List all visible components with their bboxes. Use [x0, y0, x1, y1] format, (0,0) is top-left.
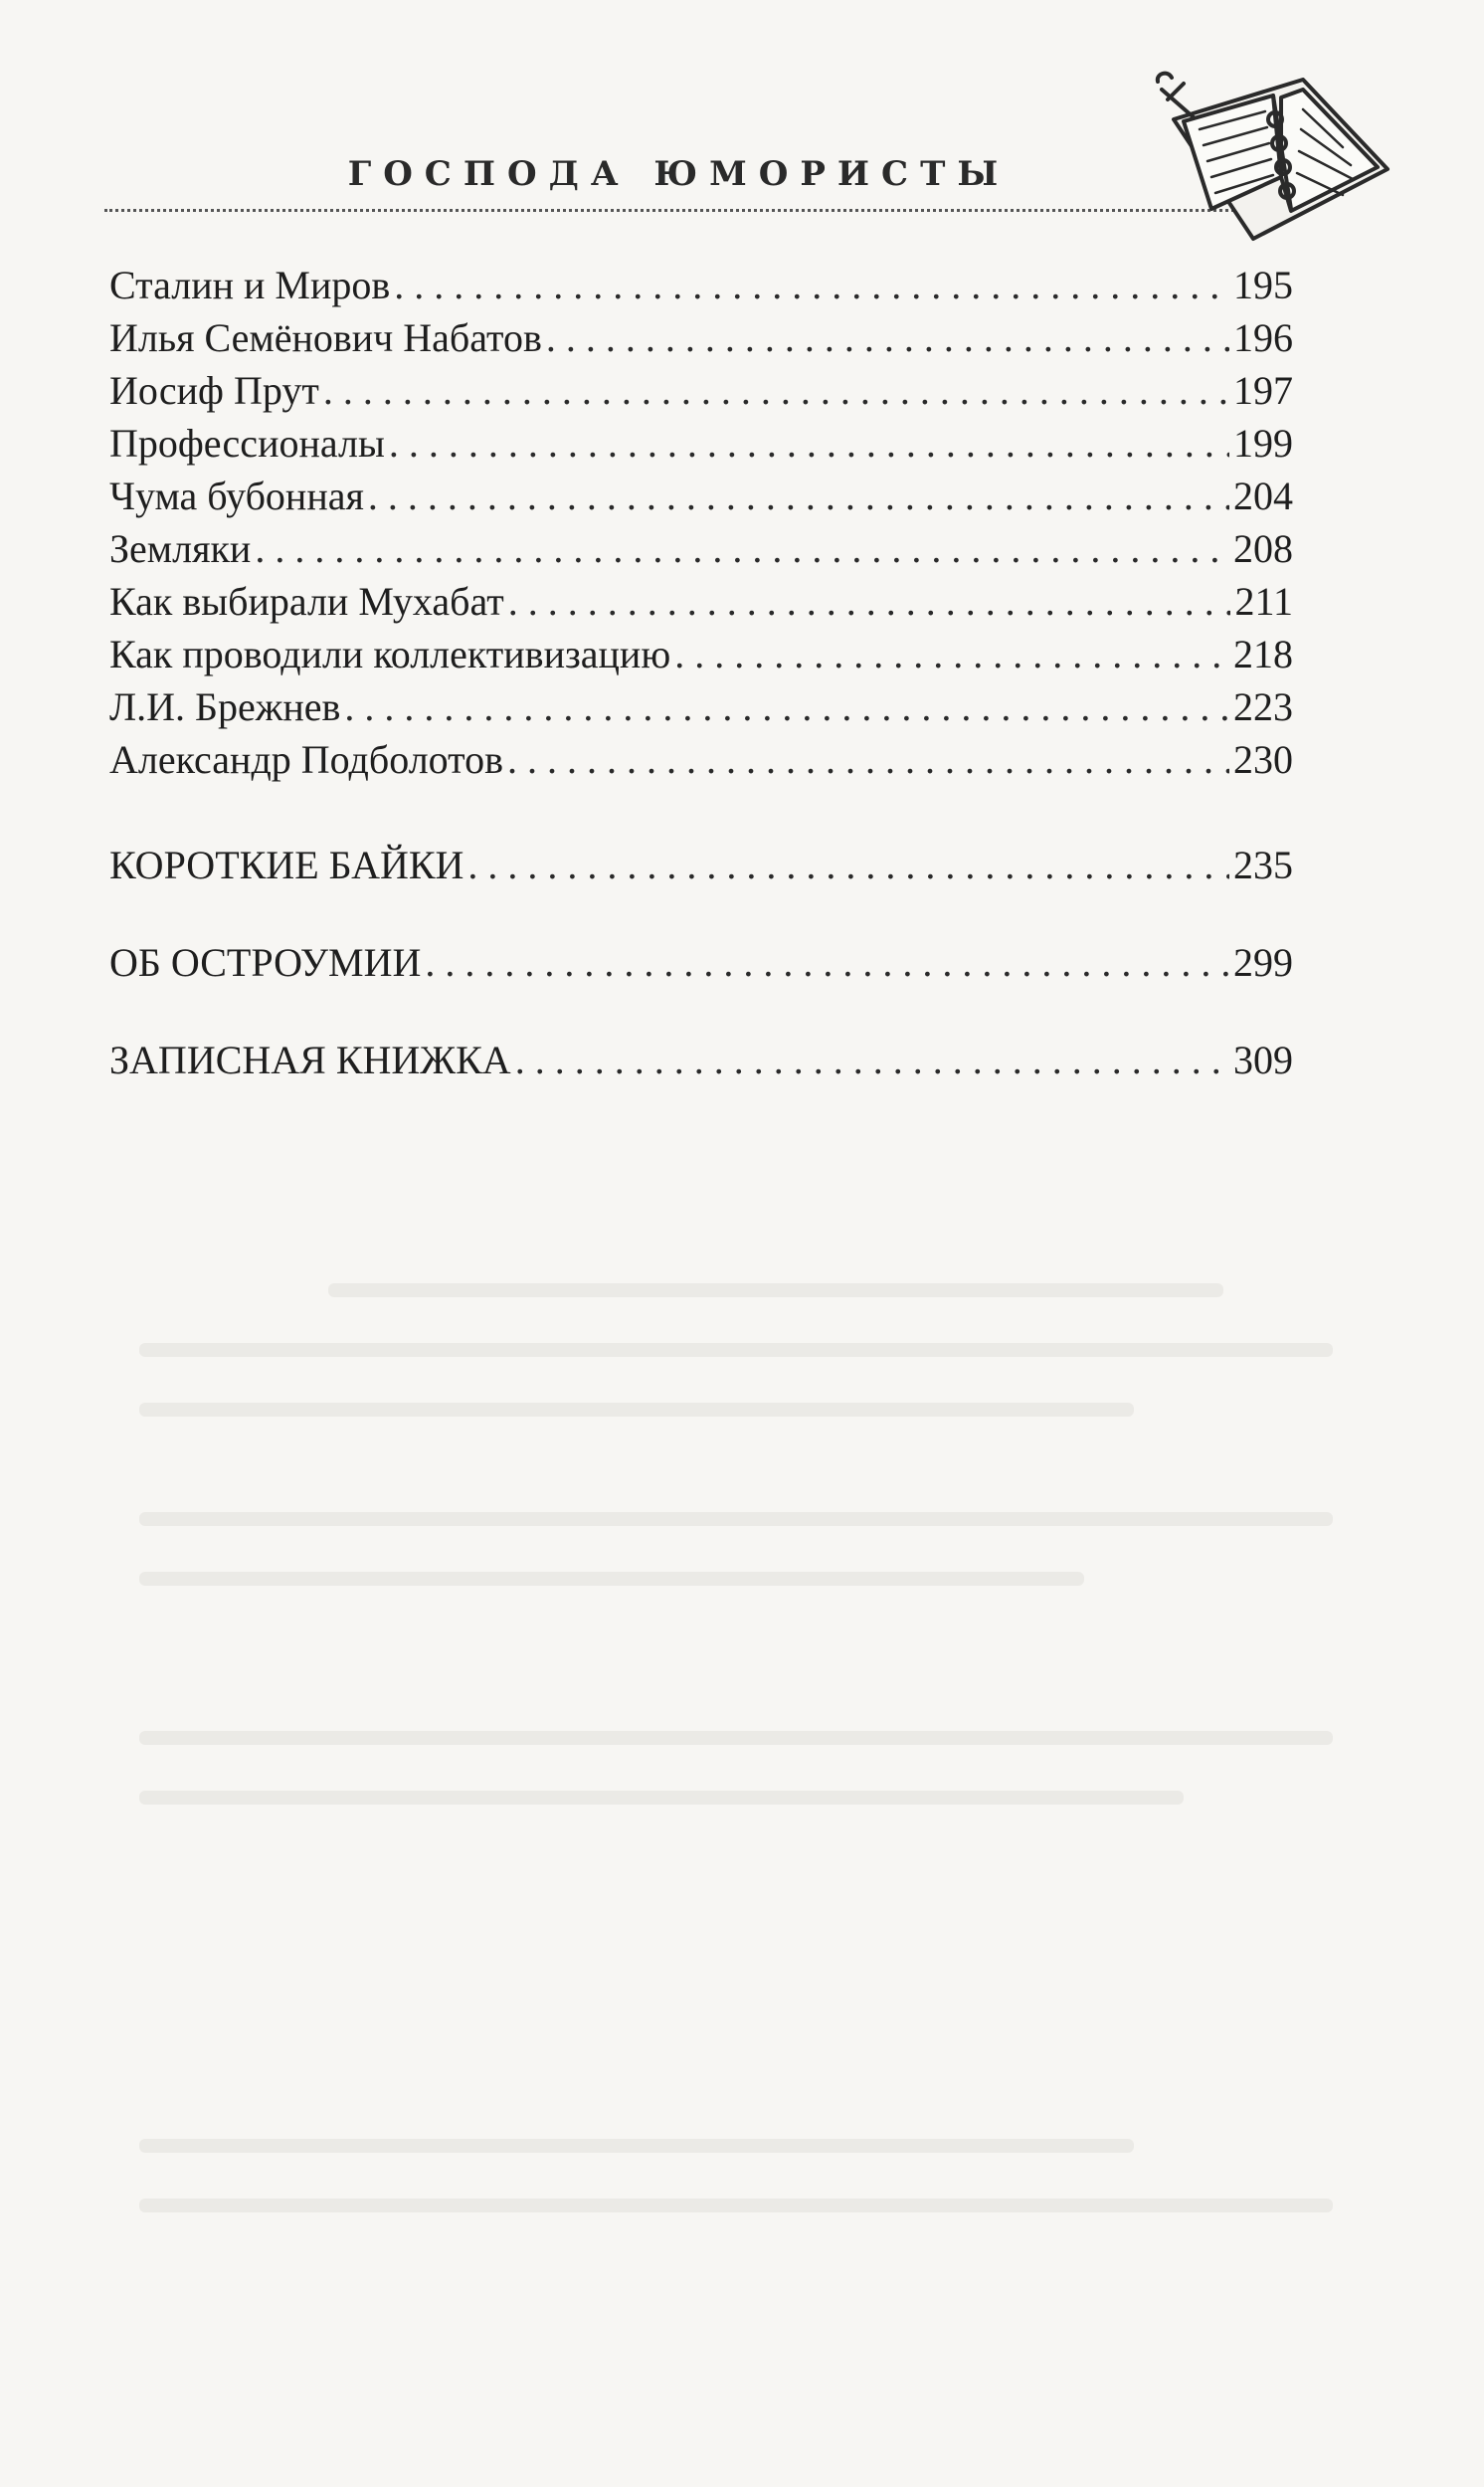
toc-section-page: 309: [1233, 1038, 1293, 1082]
toc-section-title: КОРОТКИЕ БАЙКИ: [109, 843, 464, 887]
toc-section-title: ЗАПИСНАЯ КНИЖКА: [109, 1038, 511, 1082]
bleed-through: [139, 1572, 1084, 1586]
dot-leader: [425, 936, 1229, 989]
dot-leader: [674, 628, 1229, 680]
toc-entry: [109, 680, 1293, 733]
toc-entry-page: 204: [1233, 474, 1293, 518]
toc-entry: [109, 733, 1293, 786]
toc-entry-page: 223: [1233, 684, 1293, 729]
toc-entry: [109, 417, 1293, 470]
toc-entry-title: Земляки: [109, 526, 252, 571]
bleed-through: [139, 1403, 1134, 1417]
toc-entry: [109, 364, 1293, 417]
dot-leader: [546, 311, 1229, 364]
toc-entry-page: 211: [1234, 579, 1293, 624]
toc-entry-title: Л.И. Брежнев: [109, 684, 341, 729]
bleed-through: [139, 1791, 1184, 1805]
toc-section-entry: [109, 839, 1293, 891]
dot-leader: [344, 680, 1229, 733]
toc-entry-title: Чума бубонная: [109, 474, 364, 518]
bleed-through: [139, 1343, 1333, 1357]
bleed-through: [328, 1283, 1223, 1297]
toc-section-page: 299: [1233, 940, 1293, 985]
toc-entry-title: Профессионалы: [109, 421, 385, 466]
dot-leader: [389, 417, 1229, 470]
toc-entry-title: Сталин и Миров: [109, 263, 391, 307]
toc-entry-page: 208: [1233, 526, 1293, 571]
dot-leader: [323, 364, 1229, 417]
toc-section-title: ОБ ОСТРОУМИИ: [109, 940, 422, 985]
toc-section-entry: [109, 1034, 1293, 1086]
toc-entry-page: 195: [1233, 263, 1293, 307]
toc-entry-page: 230: [1233, 737, 1293, 782]
toc-entry-page: 196: [1233, 315, 1293, 360]
dot-leader: [515, 1034, 1229, 1086]
toc-entry-page: 197: [1233, 368, 1293, 413]
toc-entry-title: Как проводили коллективизацию: [109, 632, 671, 676]
running-header: ГОСПОДА ЮМОРИСТЫ: [347, 154, 1011, 194]
dot-leader: [368, 470, 1229, 522]
header-dotted-rule: [104, 209, 1258, 212]
dot-leader: [507, 733, 1229, 786]
dot-leader: [255, 522, 1229, 575]
bleed-through: [139, 2139, 1134, 2153]
toc-entry: [109, 522, 1293, 575]
toc-entry-page: 218: [1233, 632, 1293, 676]
bleed-through: [139, 1731, 1333, 1745]
toc-entry: [109, 259, 1293, 311]
toc-entry: [109, 575, 1293, 628]
notebook-icon: [1154, 60, 1402, 269]
dot-leader: [394, 259, 1229, 311]
bleed-through: [139, 1512, 1333, 1526]
toc-entry-title: Как выбирали Мухабат: [109, 579, 504, 624]
toc-entry: [109, 311, 1293, 364]
toc-entry-title: Илья Семёнович Набатов: [109, 315, 542, 360]
toc-entry-page: 199: [1233, 421, 1293, 466]
toc-entry: [109, 628, 1293, 680]
toc-entry: [109, 470, 1293, 522]
table-of-contents: [109, 259, 1293, 1086]
toc-entry-title: Иосиф Прут: [109, 368, 319, 413]
toc-entry-title: Александр Подболотов: [109, 737, 503, 782]
dot-leader: [508, 575, 1231, 628]
toc-section-entry: [109, 936, 1293, 989]
dot-leader: [467, 839, 1229, 891]
toc-section-page: 235: [1233, 843, 1293, 887]
bleed-through: [139, 2199, 1333, 2212]
